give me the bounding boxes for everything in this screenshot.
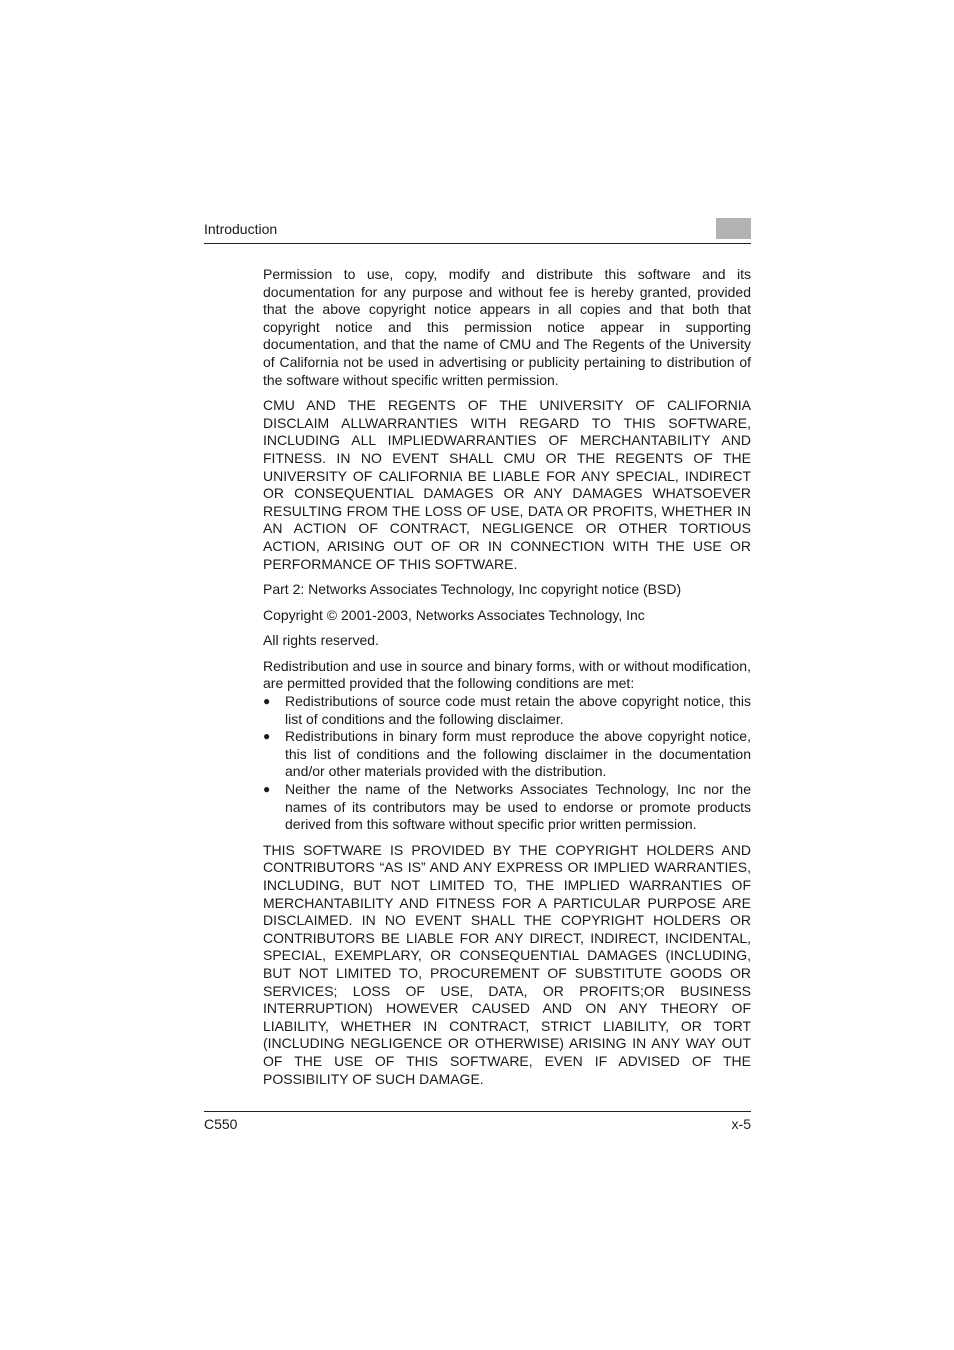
cmu-disclaimer-paragraph: CMU AND THE REGENTS OF THE UNIVERSITY OF CALIFORNIA DISCLAIM ALLWARRANTIES WITH REGARD TO THIS SOFTWARE, INCLUDING ALL IMPLIEDWARRANTIES OF MERCHANTABILITY AND FITNESS. IN NO EVENT SHALL CMU OR THE REGENTS OF THE UNIVERSITY OF CALIFORNIA BE LIABLE FOR ANY SPECIAL, INDIRECT OR CONSEQUENTIAL DAMAGES OR ANY DAMAGES WHATSOEVER RESULTING FROM THE LOSS OF USE, DATA OR PROFITS, WHETHER IN AN ACTION OF CONTRACT, NEGLIGENCE OR OTHER TORTIOUS ACTION, ARISING OUT OF OR IN CONNECTION WITH THE USE OR PERFORMANCE OF THIS SOFTWARE. — [263, 397, 751, 572]
list-item-text: Redistributions of source code must retain the above copyright notice, this list of conditions and the following disclaimer. — [285, 693, 751, 727]
list-item — [263, 781, 751, 834]
bullet-icon: ● — [263, 694, 271, 709]
redistribution-intro: Redistribution and use in source and binary forms, with or without modification, are permitted provided that the following conditions are met: — [263, 657, 751, 692]
page-body — [263, 266, 751, 1096]
copyright-line: Copyright © 2001-2003, Networks Associates Technology, Inc — [263, 606, 645, 623]
list-item — [263, 693, 751, 728]
rights-reserved-line: All rights reserved. — [263, 632, 379, 649]
bsd-disclaimer-paragraph: THIS SOFTWARE IS PROVIDED BY THE COPYRIGHT HOLDERS AND CONTRIBUTORS “AS IS” AND ANY EXPRESS OR IMPLIED WARRANTIES, INCLUDING, BUT NOT LIMITED TO, THE IMPLIED WARRANTIES OF MERCHANTABILITY AND FITNESS FOR A PARTICULAR PURPOSE ARE DISCLAIMED. IN NO EVENT SHALL THE COPYRIGHT HOLDERS OR CONTRIBUTORS BE LIABLE FOR ANY DIRECT, INDIRECT, INCIDENTAL, SPECIAL, EXEMPLARY, OR CONSEQUENTIAL DAMAGES (INCLUDING, BUT NOT LIMITED TO, PROCUREMENT OF SUBSTITUTE GOODS OR SERVICES; LOSS OF USE, DATA, OR PROFITS;OR BUSINESS INTERRUPTION) HOWEVER CAUSED AND ON ANY THEORY OF LIABILITY, WHETHER IN CONTRACT, STRICT LIABILITY, OR TORT (INCLUDING NEGLIGENCE OR OTHERWISE) ARISING IN ANY WAY OUT OF THE USE OF THIS SOFTWARE, EVEN IF ADVISED OF THE POSSIBILITY OF SUCH DAMAGE. — [263, 841, 751, 1087]
list-item-text: Redistributions in binary form must reproduce the above copyright notice, this list of conditions and the following disclaimer in the documentation and/or other materials provided with the distribution. — [285, 728, 751, 780]
list-item-text: Neither the name of the Networks Associates Technology, Inc nor the names of its contributors may be used to endorse or promote products derived from this software without specific prior written permission. — [285, 781, 751, 833]
conditions-list — [263, 693, 751, 834]
permission-paragraph: Permission to use, copy, modify and distribute this software and its documentation for any purpose and without fee is hereby granted, provided that the above copyright notice appears in all copies and that both that copyright notice and this permission notice appear in supporting documentation, and that the name of CMU and The Regents of the University of California not be used in advertising or publicity pertaining to distribution of the software without specific written permission. — [263, 266, 751, 388]
section-title: Introduction — [204, 221, 278, 237]
page-header — [204, 216, 751, 244]
list-item — [263, 728, 751, 781]
bullet-icon: ● — [263, 782, 271, 797]
part2-heading: Part 2: Networks Associates Technology, Inc copyright notice (BSD) — [263, 581, 682, 598]
model-name: C550 — [204, 1116, 238, 1132]
page-footer — [204, 1111, 751, 1142]
bullet-icon: ● — [263, 729, 271, 744]
chapter-tab-marker — [716, 218, 751, 239]
page-number: x-5 — [731, 1116, 751, 1132]
